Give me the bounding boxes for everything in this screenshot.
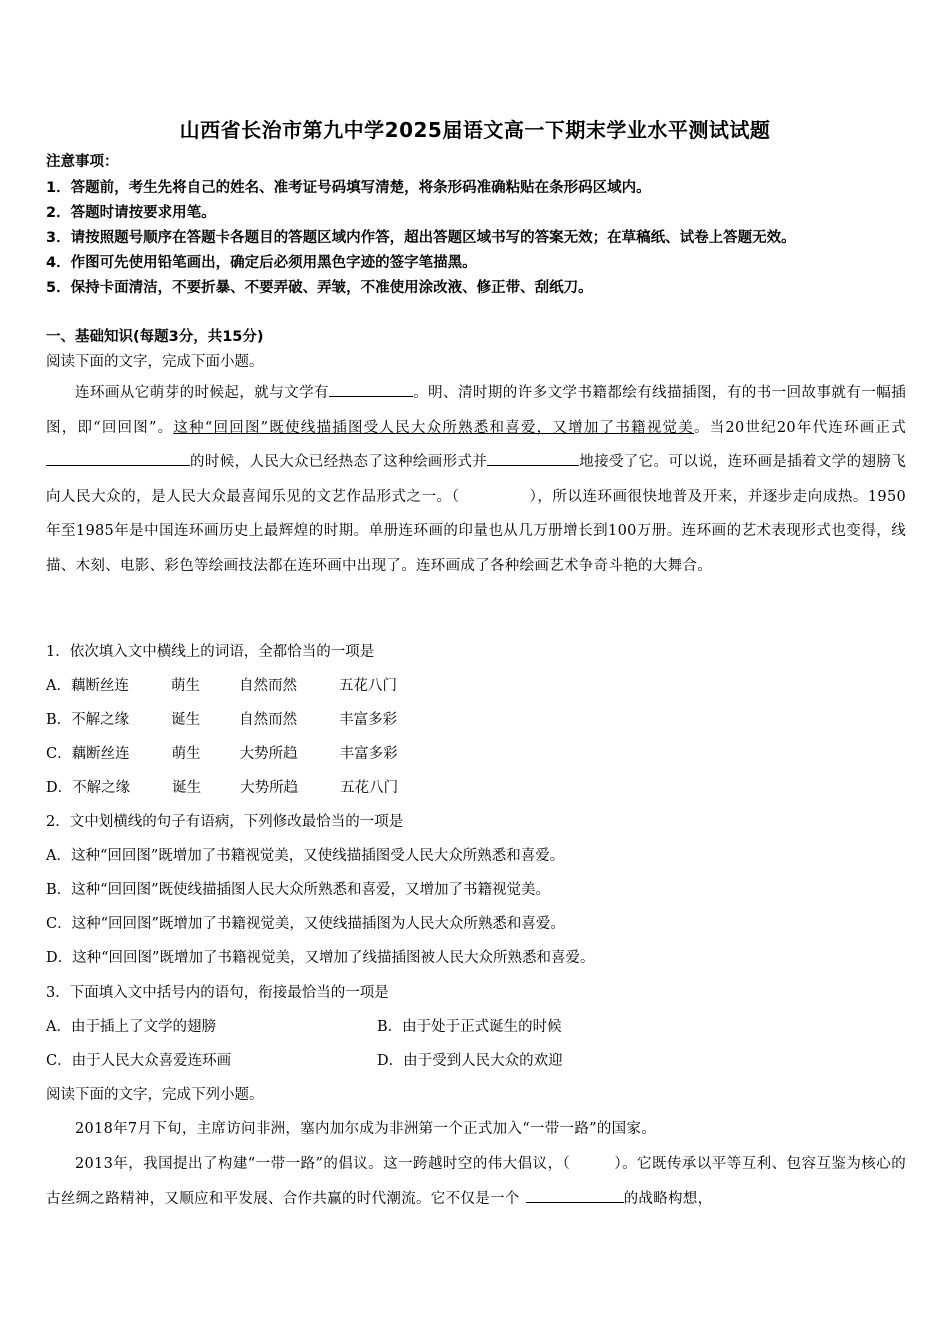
option-word: 诞生 <box>172 780 202 796</box>
notice-item-4: 4．作图可先使用铅笔画出，确定后必须用黑色字迹的签字笔描黑。 <box>46 255 477 271</box>
option-word: 不解之缘 <box>71 712 130 728</box>
q2-option-b: B．这种“回回图”既使线描插图人民大众所熟悉和喜爱，又增加了书籍视觉美。 <box>46 882 550 898</box>
q2-option-d: D．这种“回回图”既增加了书籍视觉美，又增加了线描插图被人民大众所熟悉和喜爱。 <box>46 950 595 966</box>
option-word: 藕断丝连 <box>71 746 130 762</box>
option-word: 萌生 <box>170 678 200 694</box>
passage-text: 。明、清时期的许多文学书籍都绘有线描插图，有的书一回故事就有一幅插图，即“回回图”。 <box>46 385 906 436</box>
option-word: 不解之缘 <box>72 780 131 796</box>
option-word: 萌生 <box>171 746 201 762</box>
q2-option-c: C．这种“回回图”既增加了书籍视觉美，又使线描插图为人民大众所熟悉和喜爱。 <box>46 916 565 932</box>
option-label: C． <box>46 746 72 762</box>
passage-text: 2018年7月下旬，主席访问非洲，塞内加尔成为非洲第一个正式加入“一带一路”的国家。 <box>75 1121 657 1137</box>
option-label: B． <box>46 712 72 728</box>
section2-intro: 阅读下面的文字，完成下列小题。 <box>46 1087 264 1103</box>
section1-intro: 阅读下面的文字，完成下面小题。 <box>46 354 264 370</box>
section2-paragraph-1 <box>46 1112 906 1147</box>
option-word: 诞生 <box>171 712 201 728</box>
passage-text: 的战略构想， <box>623 1190 713 1207</box>
notice-item-1: 1．答题前，考生先将自己的姓名、准考证号码填写清楚，将条形码准确粘贴在条形码区域内。 <box>46 180 651 196</box>
option-word: 丰富多彩 <box>339 712 398 728</box>
option-word: 大势所趋 <box>239 746 298 762</box>
q1-option-b <box>46 710 397 730</box>
q3-stem: 3．下面填入文中括号内的语句，衔接最恰当的一项是 <box>46 985 389 1001</box>
q3-option-a: A．由于插上了文学的翅膀 <box>46 1019 216 1035</box>
passage-text: 的时候，人民大众已经热态了这种绘画形式并 <box>190 454 488 470</box>
notice-heading: 注意事项： <box>46 154 119 170</box>
passage-text: 地接受了它。可以说，连环画是插着文学的翅膀飞向人民大众的，是人民大众最喜闻乐见的文艺作品形式之一。（ <box>46 454 906 505</box>
fill-blank <box>46 451 190 466</box>
passage-text: 2013年，我国提出了构建“一带一路”的倡议。这一跨越时空的伟大倡议，（ <box>75 1156 571 1172</box>
notice-item-2: 2．答题时请按要求用笔。 <box>46 205 216 221</box>
section1-heading: 一、基础知识(每题3分，共15分) <box>46 329 264 345</box>
passage-text: ）。它既传承以平等互利、包容互鉴为核心的古丝绸之路精神，又顺应和平发展、合作共赢的时代潮流。它不仅是一个 <box>46 1156 907 1207</box>
fill-blank <box>526 1188 624 1203</box>
q1-option-a <box>46 676 397 696</box>
q2-option-a: A．这种“回回图”既增加了书籍视觉美，又使线描插图受人民大众所熟悉和喜爱。 <box>46 848 565 864</box>
notice-item-3: 3．请按照题号顺序在答题卡各题目的答题区域内作答，超出答题区域书写的答案无效；在草稿纸、试卷上答题无效。 <box>46 230 796 246</box>
option-word: 自然而然 <box>239 712 298 728</box>
q1-stem: 1．依次填入文中横线上的词语，全都恰当的一项是 <box>46 644 375 660</box>
q3-option-c: C．由于人民大众喜爱连环画 <box>46 1053 232 1069</box>
option-label: A． <box>46 678 71 694</box>
passage-text: 连环画从它萌芽的时候起，就与文学有 <box>75 385 329 401</box>
option-label: D． <box>46 780 73 796</box>
option-word: 自然而然 <box>238 678 297 694</box>
passage-text: 。当20世纪20年代连环画正式 <box>693 419 907 436</box>
fill-blank <box>487 451 579 466</box>
passage-text: ），所以连环画很快地普及开来，并逐步走向成热。1950年至1985年是中国连环画历史上最辉煌的时期。单册连环画的印量也从几万册增长到100万册。连环画的艺术表现形式也变得，线描、木刻、电影、彩色等绘画技法都在连环画中出现了。连环画成了各种绘画艺术争奇斗艳的大舞合。 <box>46 488 906 574</box>
option-word: 丰富多彩 <box>339 746 398 762</box>
q3-option-b: B．由于处于正式诞生的时候 <box>377 1019 562 1035</box>
passage-1 <box>46 376 906 583</box>
underlined-sentence: 这种“回回图”既使线描插图受人民大众所熟悉和喜爱，又增加了书籍视觉美 <box>173 419 694 436</box>
notice-item-5: 5．保持卡面清洁，不要折暴、不要弄破、弄皱，不准使用涂改液、修正带、刮纸刀。 <box>46 280 593 296</box>
q3-option-d: D．由于受到人民大众的欢迎 <box>377 1053 563 1069</box>
section2-paragraph-2 <box>46 1147 906 1216</box>
page-title: 山西省长治市第九中学2025届语文高一下期末学业水平测试试题 <box>179 118 771 142</box>
q1-option-c <box>46 744 398 764</box>
option-word: 五花八门 <box>340 780 399 796</box>
option-word: 大势所趋 <box>240 780 299 796</box>
q2-stem: 2．文中划横线的句子有语病，下列修改最恰当的一项是 <box>46 814 404 830</box>
option-word: 五花八门 <box>338 678 397 694</box>
option-word: 藕断丝连 <box>70 678 129 694</box>
fill-blank <box>329 382 413 397</box>
q1-option-d <box>46 778 398 798</box>
